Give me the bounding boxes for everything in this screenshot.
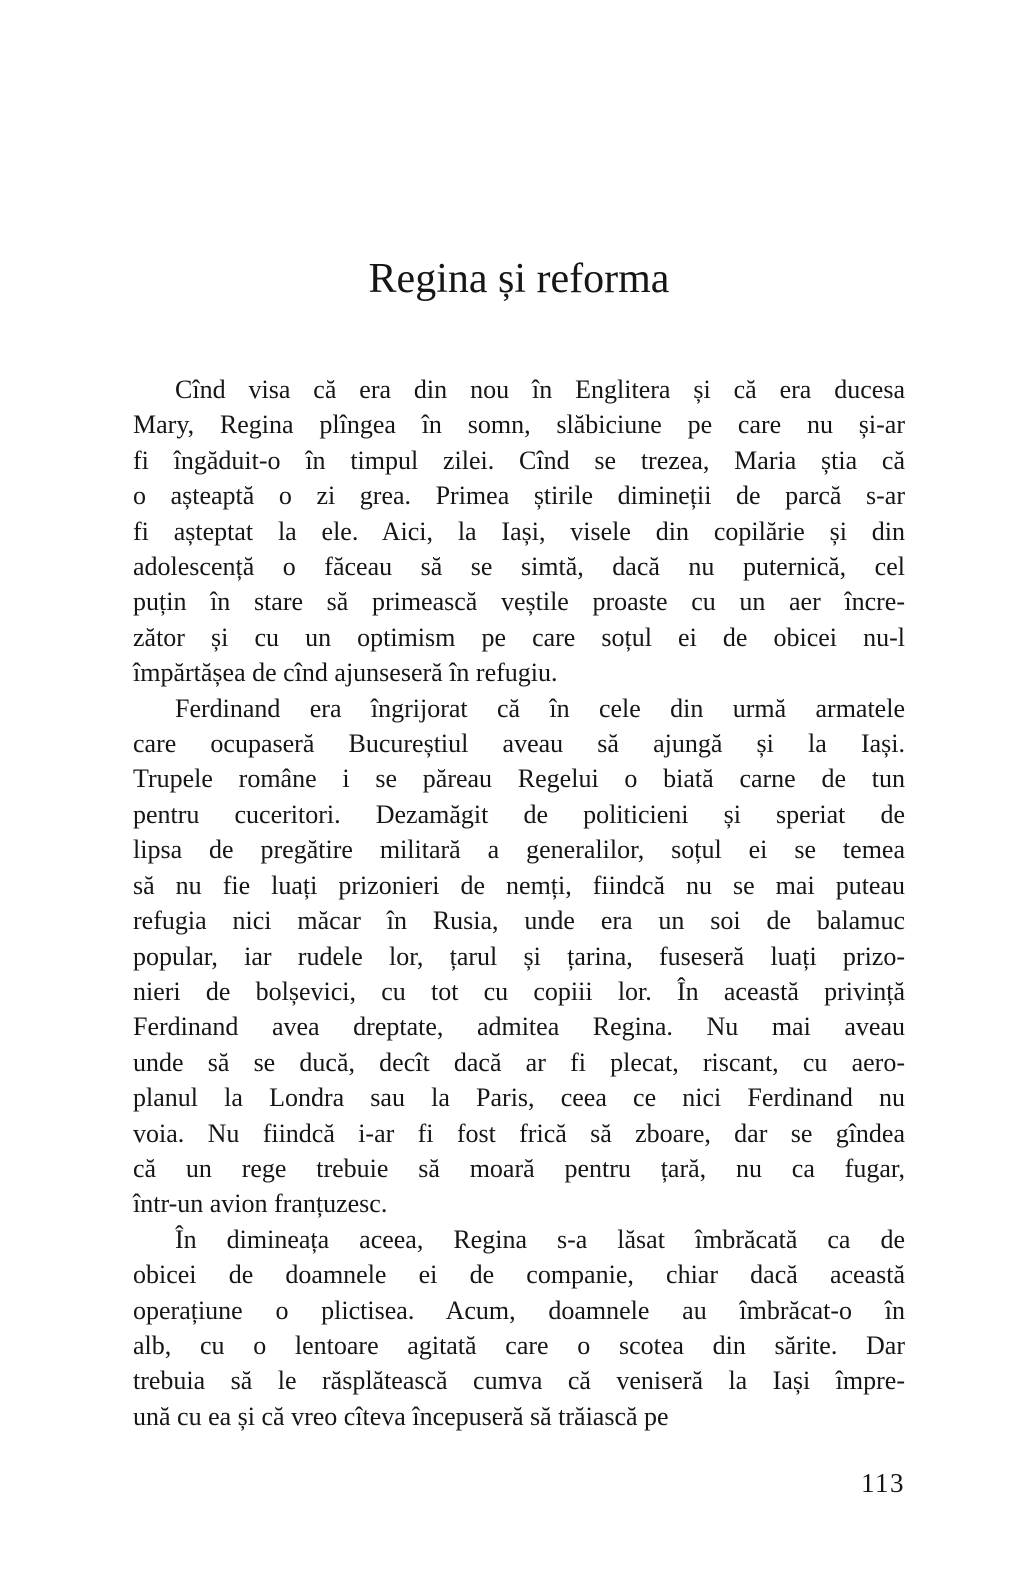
- chapter-title: Regina și reforma: [368, 256, 670, 302]
- text-line: Ferdinand avea dreptate, admitea Regina. Nu mai aveau: [133, 1012, 905, 1042]
- text-line: obicei de doamnele ei de companie, chiar dacă această: [133, 1260, 905, 1290]
- paragraph: [133, 372, 905, 691]
- text-line: trebuia să le răsplătească cumva că veniseră la Iași împre-: [133, 1366, 905, 1396]
- text-line: o așteaptă o zi grea. Primea știrile dimineții de parcă s-ar: [133, 481, 905, 511]
- text-line: lipsa de pregătire militară a generalilor, soțul ei se temea: [133, 835, 905, 865]
- text-line: alb, cu o lentoare agitată care o scotea din sărite. Dar: [133, 1330, 905, 1360]
- text-line: împărtășea de cînd ajunseseră în refugiu.: [133, 658, 558, 688]
- page-number: 113: [861, 1468, 905, 1498]
- text-line: care ocupaseră Bucureștiul aveau să ajungă și la Iași.: [133, 729, 905, 759]
- text-line: Trupele române i se păreau Regelui o biată carne de tun: [133, 764, 905, 794]
- text-line: într-un avion franțuzesc.: [133, 1189, 388, 1219]
- text-line: operațiune o plictisea. Acum, doamnele au îmbrăcat-o în: [133, 1295, 905, 1325]
- text-line: fi așteptat la ele. Aici, la Iași, visele din copilărie și din: [133, 516, 905, 546]
- text-line: fi îngăduit-o în timpul zilei. Cînd se trezea, Maria știa că: [133, 445, 905, 475]
- text-line: Mary, Regina plîngea în somn, slăbiciune pe care nu și-ar: [133, 410, 905, 440]
- paragraph: [133, 691, 905, 1222]
- text-line: unde să se ducă, decît dacă ar fi plecat, riscant, cu aero-: [133, 1047, 905, 1077]
- text-line: Cînd visa că era din nou în Englitera și că era ducesa: [175, 375, 905, 404]
- text-line: Ferdinand era îngrijorat că în cele din urmă armatele: [175, 693, 905, 723]
- text-line: planul la Londra sau la Paris, ceea ce nici Ferdinand nu: [133, 1083, 905, 1113]
- paragraph: [133, 1222, 905, 1434]
- body-text: [133, 372, 905, 1434]
- text-line: zător și cu un optimism pe care soțul ei de obicei nu-l: [133, 622, 905, 652]
- text-line: popular, iar rudele lor, țarul și țarina, fuseseră luați prizo-: [133, 941, 905, 971]
- text-line: să nu fie luați prizonieri de nemți, fiindcă nu se mai puteau: [133, 870, 905, 900]
- text-line: pentru cuceritori. Dezamăgit de politicieni și speriat de: [133, 799, 905, 829]
- text-line: ună cu ea și că vreo cîteva începuseră să trăiască pe: [133, 1401, 669, 1431]
- text-line: că un rege trebuie să moară pentru țară, nu ca fugar,: [133, 1153, 905, 1183]
- text-line: puțin în stare să primească veștile proaste cu un aer încre-: [133, 587, 905, 617]
- text-line: refugia nici măcar în Rusia, unde era un soi de balamuc: [133, 906, 905, 936]
- text-line: În dimineața aceea, Regina s-a lăsat îmbrăcată ca de: [175, 1224, 905, 1254]
- text-line: nieri de bolșevici, cu tot cu copiii lor. În această privință: [133, 976, 905, 1006]
- text-line: voia. Nu fiindcă i-ar fi fost frică să zboare, dar se gîndea: [133, 1118, 905, 1148]
- text-line: adolescență o făceau să se simtă, dacă nu puternică, cel: [133, 552, 905, 582]
